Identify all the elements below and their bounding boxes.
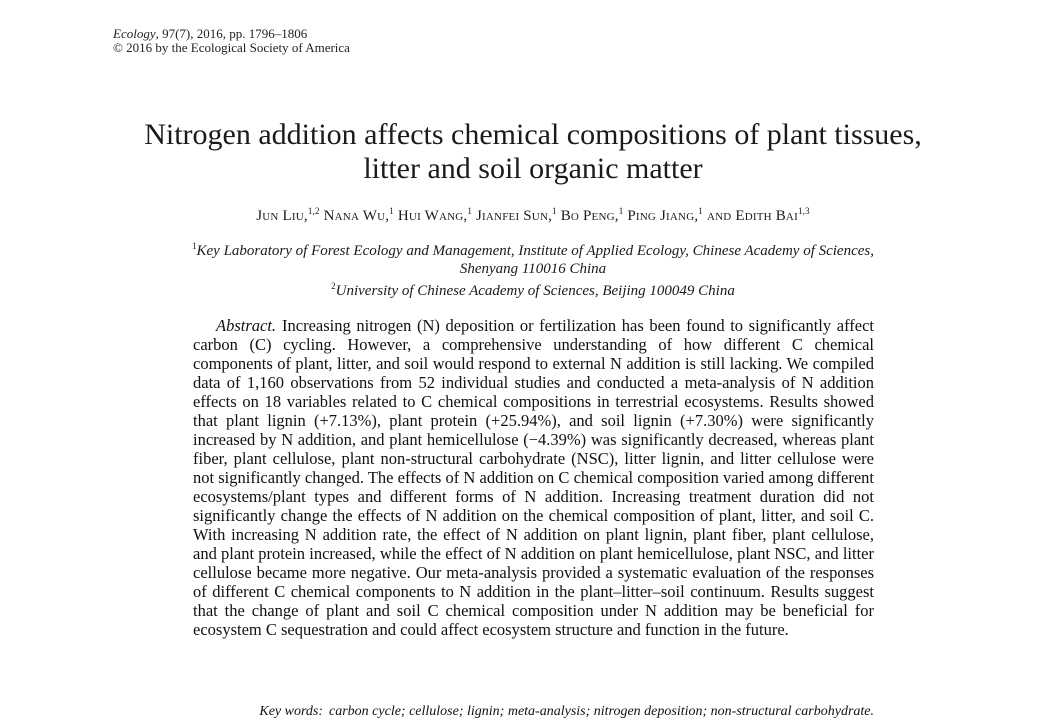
title-line-2: litter and soil organic matter xyxy=(363,152,703,185)
copyright-line: © 2016 by the Ecological Society of America xyxy=(113,40,350,55)
author xyxy=(707,208,810,224)
author xyxy=(561,208,624,224)
author xyxy=(256,208,319,224)
author-name: Jun Liu, xyxy=(256,208,308,224)
author xyxy=(398,208,472,224)
author-name: Bo Peng, xyxy=(560,208,619,224)
journal-name: Ecology xyxy=(113,26,156,41)
author-affil-sup: 1 xyxy=(618,206,624,216)
author xyxy=(476,208,557,224)
affiliation-text: Key Laboratory of Forest Ecology and Management, Institute of Applied Ecology, Chinese Academy of Sciences, xyxy=(196,243,874,259)
author-name: and Edith Bai xyxy=(706,208,798,224)
abstract xyxy=(193,316,874,639)
abstract-label: Abstract. xyxy=(216,316,277,335)
author-affil-sup: 1 xyxy=(698,206,703,216)
affiliation-sup: 1 xyxy=(192,241,197,251)
author xyxy=(627,208,703,224)
keywords-text: carbon cycle; cellulose; lignin; meta-analysis; nitrogen deposition; non-structural carbohydrate. xyxy=(329,704,874,719)
author-name: Nana Wu, xyxy=(323,208,390,224)
affiliation-sup: 2 xyxy=(331,281,336,291)
keywords xyxy=(193,703,874,721)
author-name: Hui Wang, xyxy=(397,208,468,224)
citation-line xyxy=(113,27,350,41)
author-affil-sup: 1 xyxy=(389,206,394,216)
author-affil-sup: 1,2 xyxy=(307,206,320,216)
author-name: Jianfei Sun, xyxy=(476,208,553,224)
author-affil-sup: 1 xyxy=(552,206,557,216)
author-list xyxy=(60,206,1006,225)
citation-details: , 97(7), 2016, pp. 1796–1806 xyxy=(155,26,308,41)
affiliation-text: University of Chinese Academy of Sciences, Beijing 100049 China xyxy=(335,283,735,299)
affiliations xyxy=(60,238,1006,301)
abstract-text: Increasing nitrogen (N) deposition or fertilization has been found to significantly affect carbon (C) cycling. However, a comprehensive understanding of how different C chemical components of plant, litter, and soil would respond to external N addition is still lacking. We compiled data of 1,160 observations from 52 individual studies and conducted a meta-analysis of N addition effects on 18 variables related to C chemical compositions in terrestrial ecosystems. Results showed that plant lignin (+7.13%), plant protein (+25.94%), and soil lignin (+7.30%) were significantly increased by N addition, and plant hemicellulose (−4.39%) was significantly decreased, whereas plant fiber, plant cellulose, plant non-structural carbohydrate (NSC), litter lignin, and litter cellulose were not significantly changed. The effects of N addition on C chemical composition varied among different ecosystems/plant types and different forms of N addition. Increasing treatment duration did not significantly change the effects of N addition on the chemical composition of plant, litter, and soil C. With increasing N addition rate, the effect of N addition on plant lignin, plant fiber, plant cellulose, and plant protein increased, while the effect of N addition on plant hemicellulose, plant NSC, and litter cellulose became more negative. Our meta-analysis provided a systematic evaluation of the responses of different C chemical components to N addition in the plant–litter–soil continuum. Results suggest that the change of plant and soil C chemical composition under N addition may be beneficial for ecosystem C sequestration and could affect ecosystem structure and function in the future. xyxy=(193,316,874,639)
affiliation-1 xyxy=(60,238,1006,261)
author xyxy=(324,208,394,224)
author-affil-sup: 1,3 xyxy=(797,206,810,216)
title-line-1: Nitrogen addition affects chemical compositions of plant tissues, xyxy=(144,118,922,151)
keywords-label: Key words: xyxy=(259,704,324,719)
author-name: Ping Jiang, xyxy=(627,208,699,224)
journal-header xyxy=(113,27,350,55)
affiliation-2 xyxy=(60,278,1006,301)
paper-title xyxy=(60,118,1006,186)
author-affil-sup: 1 xyxy=(467,206,473,216)
affiliation-1-cont: Shenyang 110016 China xyxy=(459,260,607,277)
